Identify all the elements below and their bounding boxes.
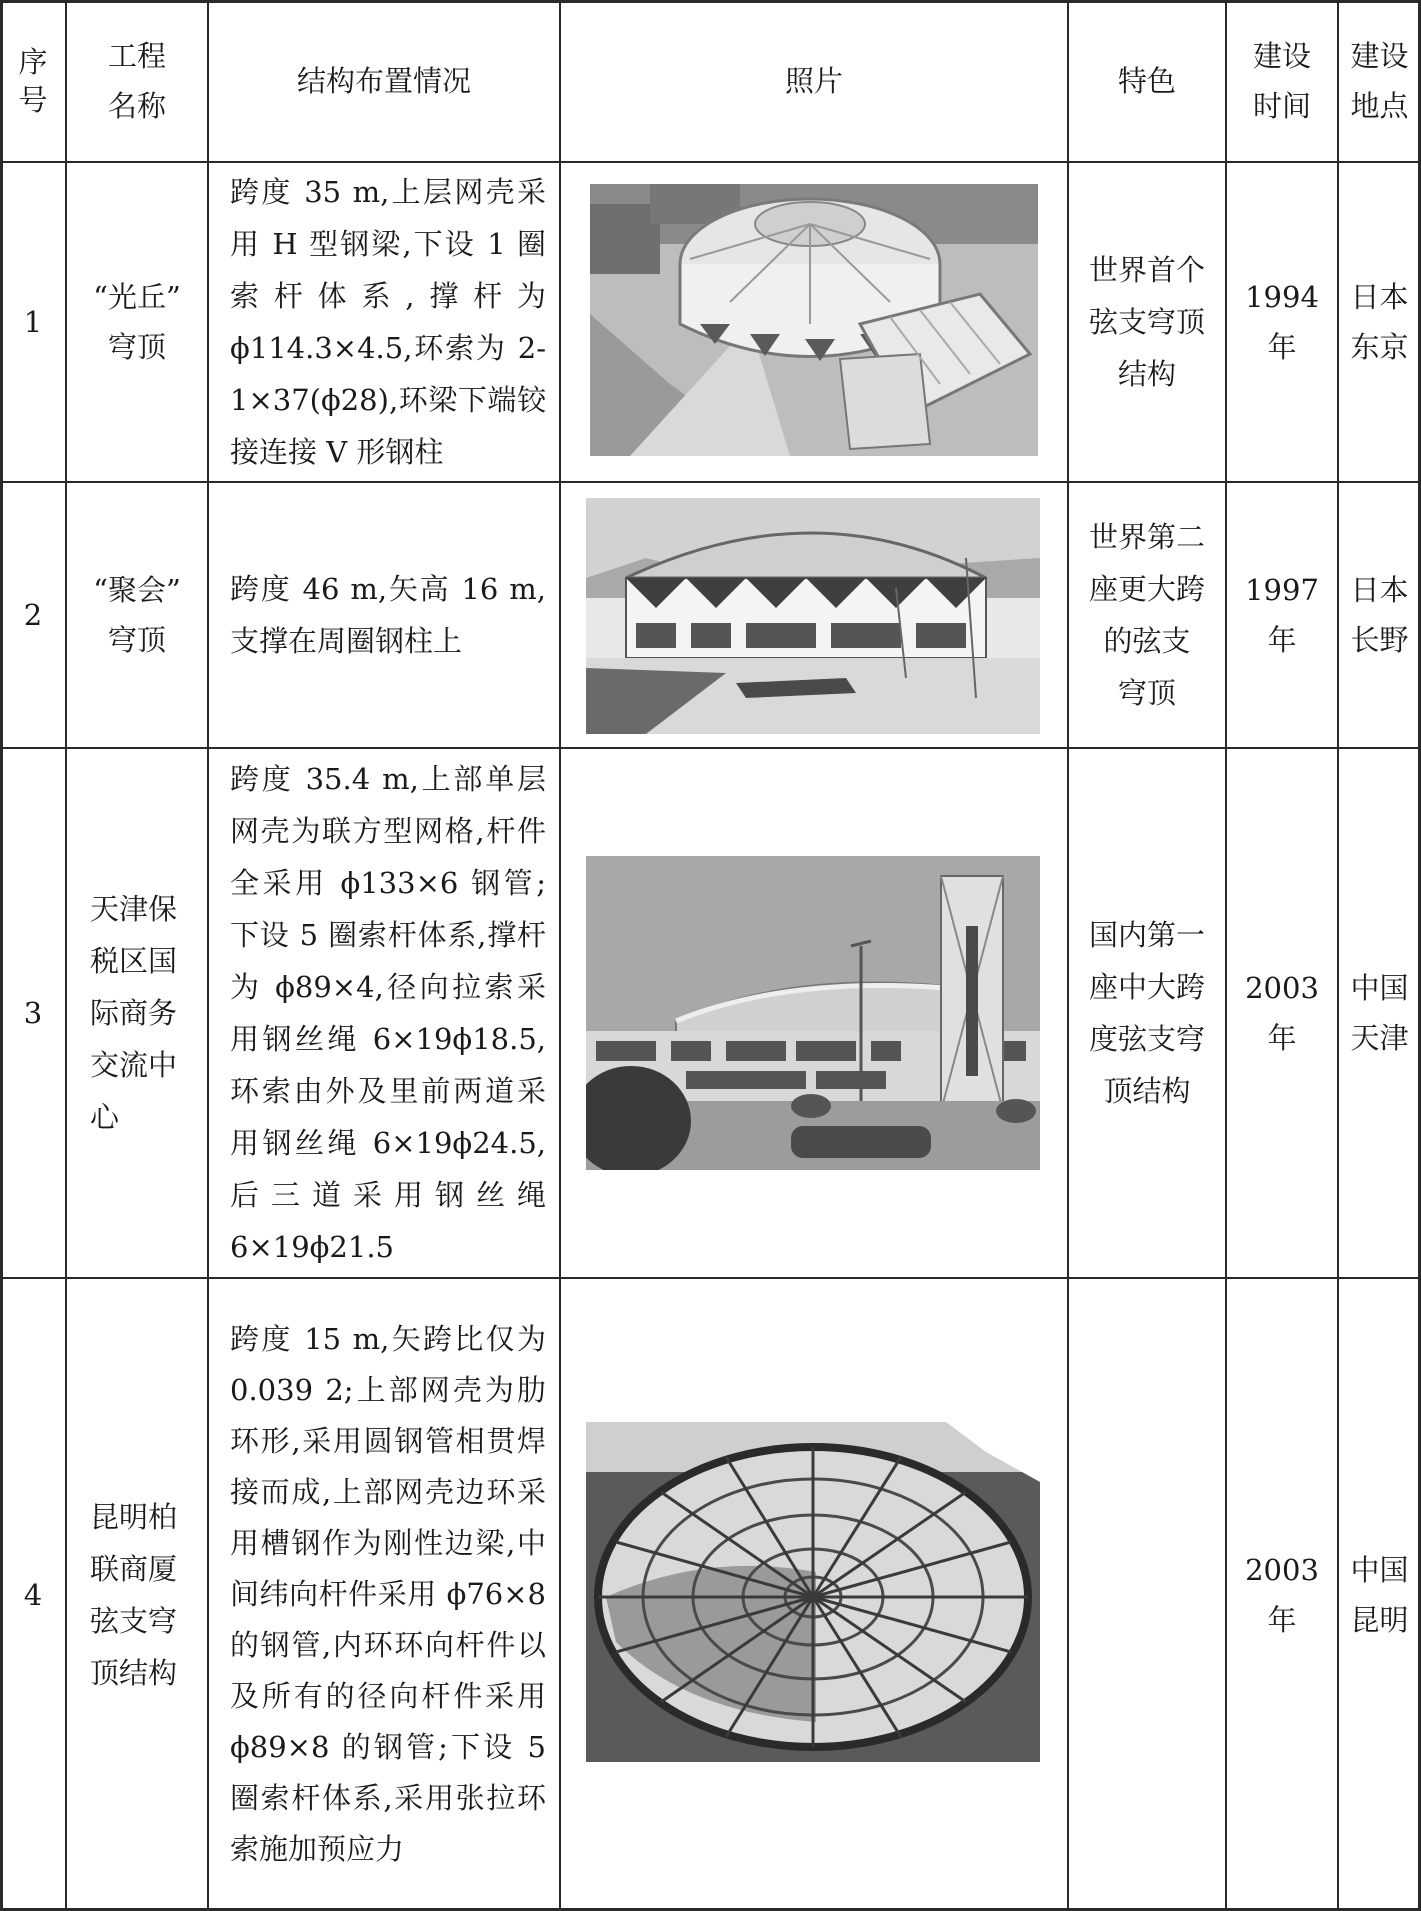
row-3-no-text: 3 xyxy=(23,996,43,1030)
row-4-place-text: 中国 昆明 xyxy=(1350,1552,1409,1637)
row-2-feature-text: 世界第二 座更大跨 的弦支 穹顶 xyxy=(1088,520,1205,710)
header-no-text: 序 号 xyxy=(18,45,48,117)
row-1-no-text: 1 xyxy=(23,305,43,339)
row-3-feature-text: 国内第一 座中大跨 度弦支穹 顶结构 xyxy=(1088,918,1205,1108)
row-3-time-text: 2003 年 xyxy=(1245,971,1319,1055)
row-4-time-text: 2003 年 xyxy=(1245,1552,1319,1637)
row-2-layout-text: 跨度 46 m,矢高 16 m,支撑在周圈钢柱上 xyxy=(230,572,546,658)
header-photo-text: 照片 xyxy=(784,64,843,98)
header-place-text: 建设 地点 xyxy=(1350,39,1409,123)
header-feature-text: 特色 xyxy=(1117,64,1176,98)
header-layout-text: 结构布置情况 xyxy=(296,64,471,98)
row-4-no-text: 4 xyxy=(23,1577,43,1612)
row-3-place-text: 中国 天津 xyxy=(1350,971,1409,1055)
row-4-layout-text: 跨度 15 m,矢跨比仅为 0.039 2;上部网壳为肋环形,采用圆钢管相贯焊接而成,上部网壳边环采用槽钢作为刚性边梁,中间纬向杆件采用 ϕ76×8 的钢管,内环环向杆件以及所有的径向杆件采用 ϕ89×8 的钢管;下设 5 圈索杆体系,采用张拉环索施加预应力 xyxy=(230,1322,546,1866)
row-1-feature-text: 世界首个 弦支穹顶 结构 xyxy=(1088,253,1205,391)
row-1-time-text: 1994 年 xyxy=(1245,280,1319,364)
row-1-name-text: “光丘” 穹顶 xyxy=(93,280,181,364)
row-1-place-text: 日本 东京 xyxy=(1350,280,1409,364)
header-name-text: 工程 名称 xyxy=(107,39,166,123)
row-4-name-text: 昆明柏 联商厦 弦支穹 顶结构 xyxy=(90,1499,178,1690)
row-2-time-text: 1997 年 xyxy=(1245,573,1319,657)
row-3-layout-text: 跨度 35.4 m,上部单层网壳为联方型网格,杆件全采用 ϕ133×6 钢管;下设 5 圈索杆体系,撑杆为 ϕ89×4,径向拉索采用钢丝绳 6×19ϕ18.5,环索由外及里前两道采用钢丝绳 6×19ϕ24.5,后三道采用钢丝绳 6×19ϕ21.5 xyxy=(230,762,546,1264)
row-2-name-text: “聚会” 穹顶 xyxy=(93,573,181,657)
row-2-place-text: 日本 长野 xyxy=(1350,573,1409,657)
row-2-no-text: 2 xyxy=(23,598,43,632)
header-time-text: 建设 时间 xyxy=(1252,39,1311,123)
row-1-layout-text: 跨度 35 m,上层网壳采用 H 型钢梁,下设 1 圈索杆体系,撑杆为 ϕ114.3×4.5,环索为 2-1×37(ϕ28),环梁下端铰接连接 V 形钢柱 xyxy=(230,175,546,469)
row-3-name-text: 天津保 税区国 际商务 交流中 心 xyxy=(90,892,178,1134)
